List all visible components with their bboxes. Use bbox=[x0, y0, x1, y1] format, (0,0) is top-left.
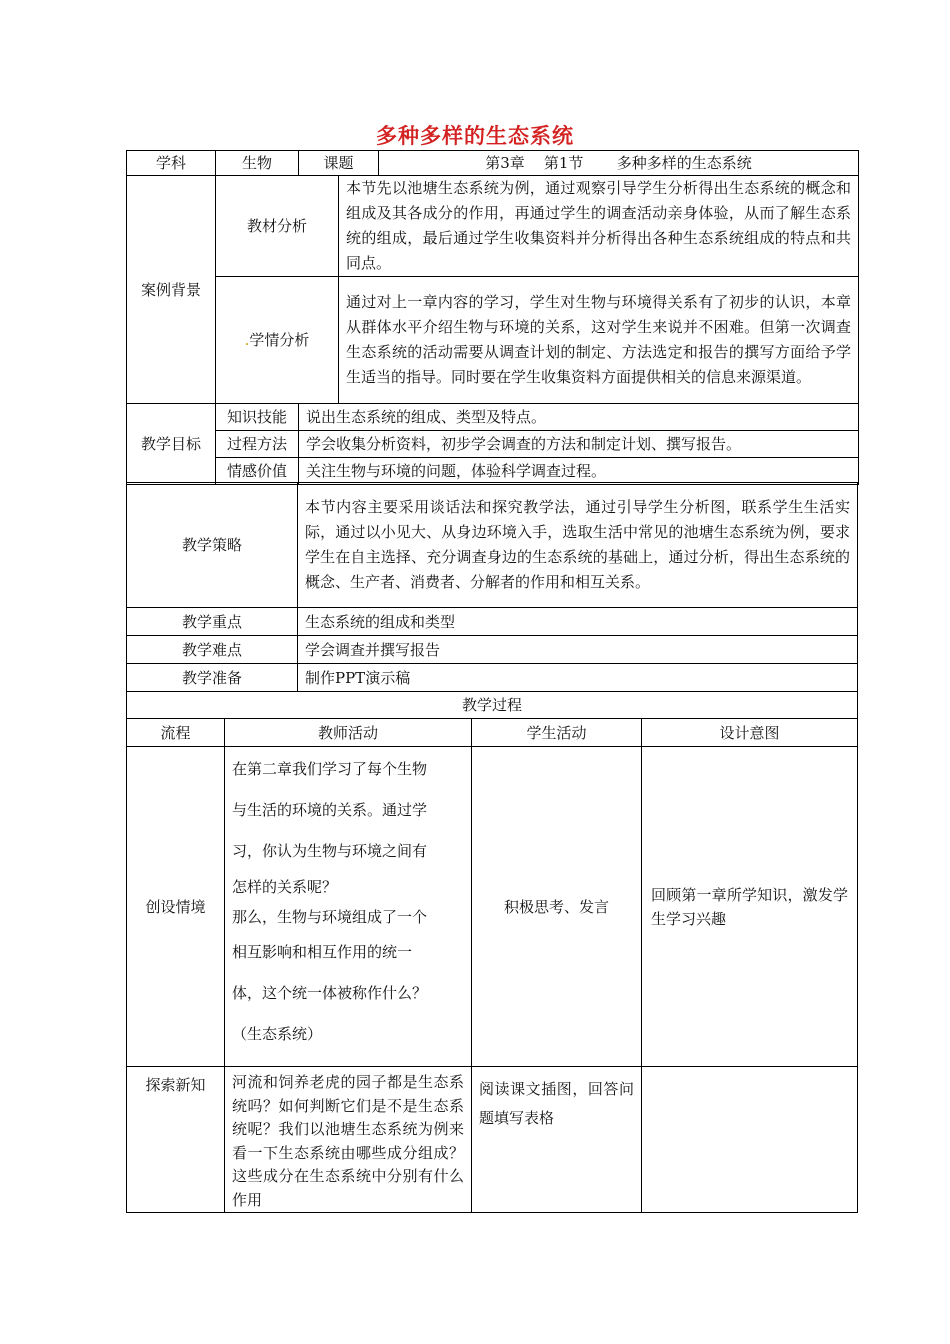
teacher-activity-cell bbox=[225, 747, 472, 1067]
lesson-info-table bbox=[126, 150, 859, 485]
process-table bbox=[126, 691, 858, 1213]
student-activity-cell: 积极思考、发言 bbox=[472, 747, 642, 1067]
design-intent-cell: 回顾第一章所学知识，激发学生学习兴趣 bbox=[642, 747, 858, 1067]
subject-label: 学科 bbox=[127, 151, 216, 176]
key-point-text: 生态系统的组成和类型 bbox=[298, 608, 858, 636]
strategy-label: 教学策略 bbox=[127, 483, 298, 608]
material-analysis-text: 本节先以池塘生态系统为例，通过观察引导学生分析得出生态系统的概念和组成及其各成分的作用，再通过学生的调查活动亲身体验，从而了解生态系统的组成，最后通过学生收集资料并分析得出各种生态系统组成的特点和共同点。 bbox=[339, 176, 859, 277]
process-heading: 教学过程 bbox=[127, 692, 858, 719]
student-activity-cell: 阅读课文插图，回答问题填写表格 bbox=[472, 1067, 642, 1213]
topic-value: 第3章 第1节 多种多样的生态系统 bbox=[379, 151, 859, 176]
key-point-label: 教学重点 bbox=[127, 608, 298, 636]
teacher-line: 怎样的关系呢？ bbox=[232, 878, 338, 896]
goal-emotion-text: 关注生物与环境的问题，体验科学调查过程。 bbox=[299, 458, 859, 485]
stage-cell: 探索新知 bbox=[127, 1067, 225, 1213]
material-analysis-label: 教材分析 bbox=[216, 176, 339, 277]
column-header: 学生活动 bbox=[472, 719, 642, 747]
teacher-line: （生态系统） bbox=[232, 1025, 323, 1043]
teacher-line: 那么，生物与环境组成了一个 bbox=[232, 908, 428, 926]
column-header: 设计意图 bbox=[642, 719, 858, 747]
subject-value: 生物 bbox=[216, 151, 299, 176]
goal-emotion-label: 情感价值 bbox=[216, 458, 299, 485]
preparation-text: 制作PPT演示稿 bbox=[298, 664, 858, 692]
goal-knowledge-label: 知识技能 bbox=[216, 404, 299, 431]
table-row bbox=[127, 1067, 858, 1213]
teacher-line: 在第二章我们学习了每个生物 bbox=[232, 760, 428, 778]
preparation-label: 教学准备 bbox=[127, 664, 298, 692]
document-title: 多种多样的生态系统 bbox=[376, 123, 574, 148]
table-row bbox=[127, 747, 858, 1067]
background-label: 案例背景 bbox=[127, 176, 216, 404]
stage-cell: 创设情境 bbox=[127, 747, 225, 1067]
strategy-text: 本节内容主要采用谈话法和探究教学法，通过引导学生分析图，联系学生生活实际，通过以小见大、从身边环境入手，选取生活中常见的池塘生态系统为例，要求学生在自主选择、充分调查身边的生态系统的基础上，通过分析，得出生态系统的概念、生产者、消费者、分解者的作用和相互关系。 bbox=[298, 483, 858, 608]
teacher-line: 体，这个统一体被称作什么？ bbox=[232, 984, 428, 1002]
strategy-table bbox=[126, 482, 858, 692]
goal-knowledge-text: 说出生态系统的组成、类型及特点。 bbox=[299, 404, 859, 431]
difficulty-label: 教学难点 bbox=[127, 636, 298, 664]
student-analysis-cell bbox=[216, 277, 339, 404]
goal-process-label: 过程方法 bbox=[216, 431, 299, 458]
design-intent-cell bbox=[642, 1067, 858, 1213]
teacher-activity-cell: 河流和饲养老虎的园子都是生态系统吗？如何判断它们是不是生态系统呢？我们以池塘生态系统为例来看一下生态系统由哪些成分组成？这些成分在生态系统中分别有什么作用 bbox=[225, 1067, 472, 1213]
student-analysis-label: 学情分析 bbox=[249, 331, 310, 349]
column-header: 教师活动 bbox=[225, 719, 472, 747]
column-header: 流程 bbox=[127, 719, 225, 747]
goals-label: 教学目标 bbox=[127, 404, 216, 485]
edit-mark-icon: . bbox=[244, 331, 250, 349]
teacher-line: 相互影响和相互作用的统一 bbox=[232, 943, 413, 961]
difficulty-text: 学会调查并撰写报告 bbox=[298, 636, 858, 664]
teacher-line: 与生活的环境的关系。通过学 bbox=[232, 801, 428, 819]
topic-label: 课题 bbox=[299, 151, 379, 176]
goal-process-text: 学会收集分析资料，初步学会调查的方法和制定计划、撰写报告。 bbox=[299, 431, 859, 458]
student-analysis-text: 通过对上一章内容的学习，学生对生物与环境得关系有了初步的认识，本章从群体水平介绍生物与环境的关系，这对学生来说并不困难。但第一次调查生态系统的活动需要从调查计划的制定、方法选定和报告的撰写方面给予学生适当的指导。同时要在学生收集资料方面提供相关的信息来源渠道。 bbox=[339, 277, 859, 404]
teacher-line: 习，你认为生物与环境之间有 bbox=[232, 842, 428, 860]
